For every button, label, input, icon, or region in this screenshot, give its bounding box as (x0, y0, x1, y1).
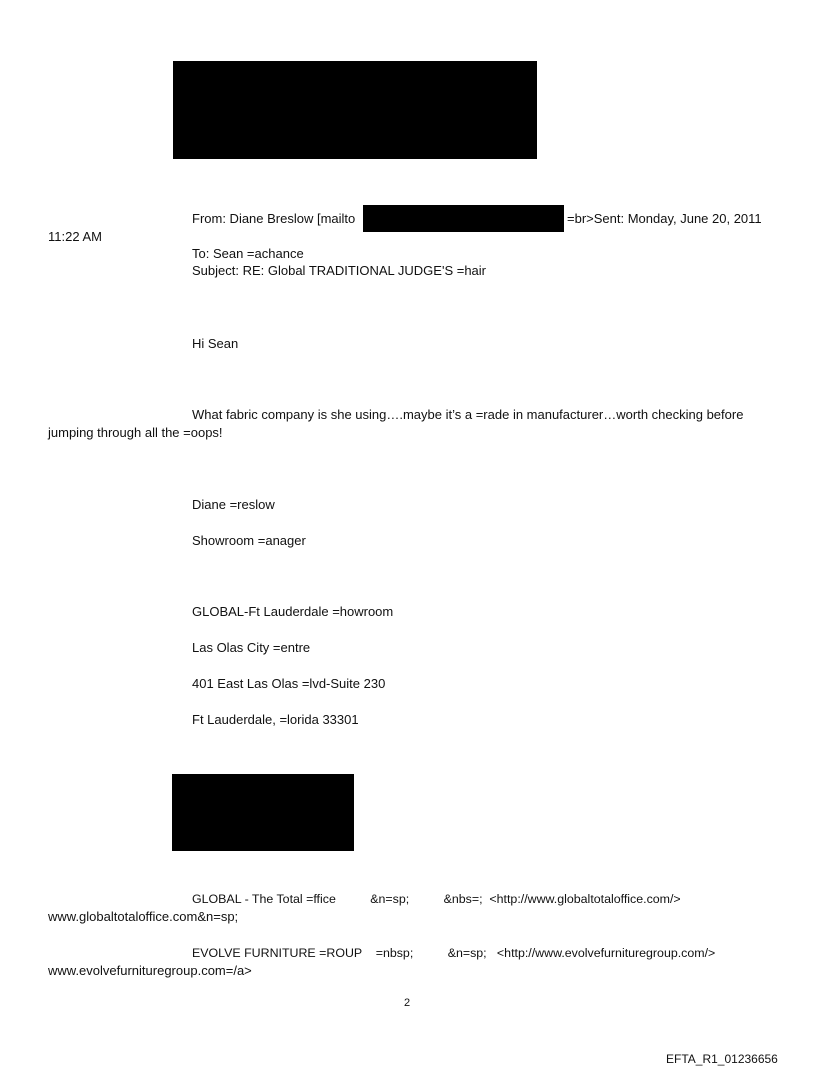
to-line: To: Sean =achance (192, 246, 304, 261)
body-line-2: jumping through all the =oops! (48, 425, 223, 440)
evolve-link-line-2: www.evolvefurnituregroup.com=/a> (48, 963, 252, 978)
page-number: 2 (404, 997, 411, 1009)
signature-building: Las Olas City =entre (192, 640, 311, 655)
evolve-link-line-1: EVOLVE FURNITURE =ROUP =nbsp; &n=sp; <http://www.evolvefurnituregroup.com/> (192, 946, 716, 960)
global-link-line-2: www.globaltotaloffice.com&n=sp; (48, 909, 239, 924)
greeting: Hi Sean (192, 336, 239, 351)
sent-line: =br>Sent: Monday, June 20, 2011 (567, 211, 762, 226)
global-link-line-1: GLOBAL - The Total =ffice &n=sp; &nbs=; <http://www.globaltotaloffice.com/> (192, 892, 681, 906)
signature-city: Ft Lauderdale, =lorida 33301 (192, 712, 359, 727)
subject-line: Subject: RE: Global TRADITIONAL JUDGE'S =hair (192, 263, 486, 278)
signature-title: Showroom =anager (192, 533, 306, 548)
from-line: From: Diane Breslow [mailto (192, 211, 356, 226)
document-id: EFTA_R1_01236656 (666, 1052, 778, 1066)
signature-name: Diane =reslow (192, 497, 275, 512)
signature-street: 401 East Las Olas =lvd-Suite 230 (192, 676, 386, 691)
signature-company: GLOBAL-Ft Lauderdale =howroom (192, 604, 394, 619)
sent-time: 11:22 AM (48, 229, 102, 244)
redaction-email (363, 205, 564, 232)
redaction-block-logo (172, 774, 354, 851)
body-line-1: What fabric company is she using….maybe it’s a =rade in manufacturer…worth checking before (192, 407, 744, 422)
redaction-block-top (173, 61, 537, 159)
